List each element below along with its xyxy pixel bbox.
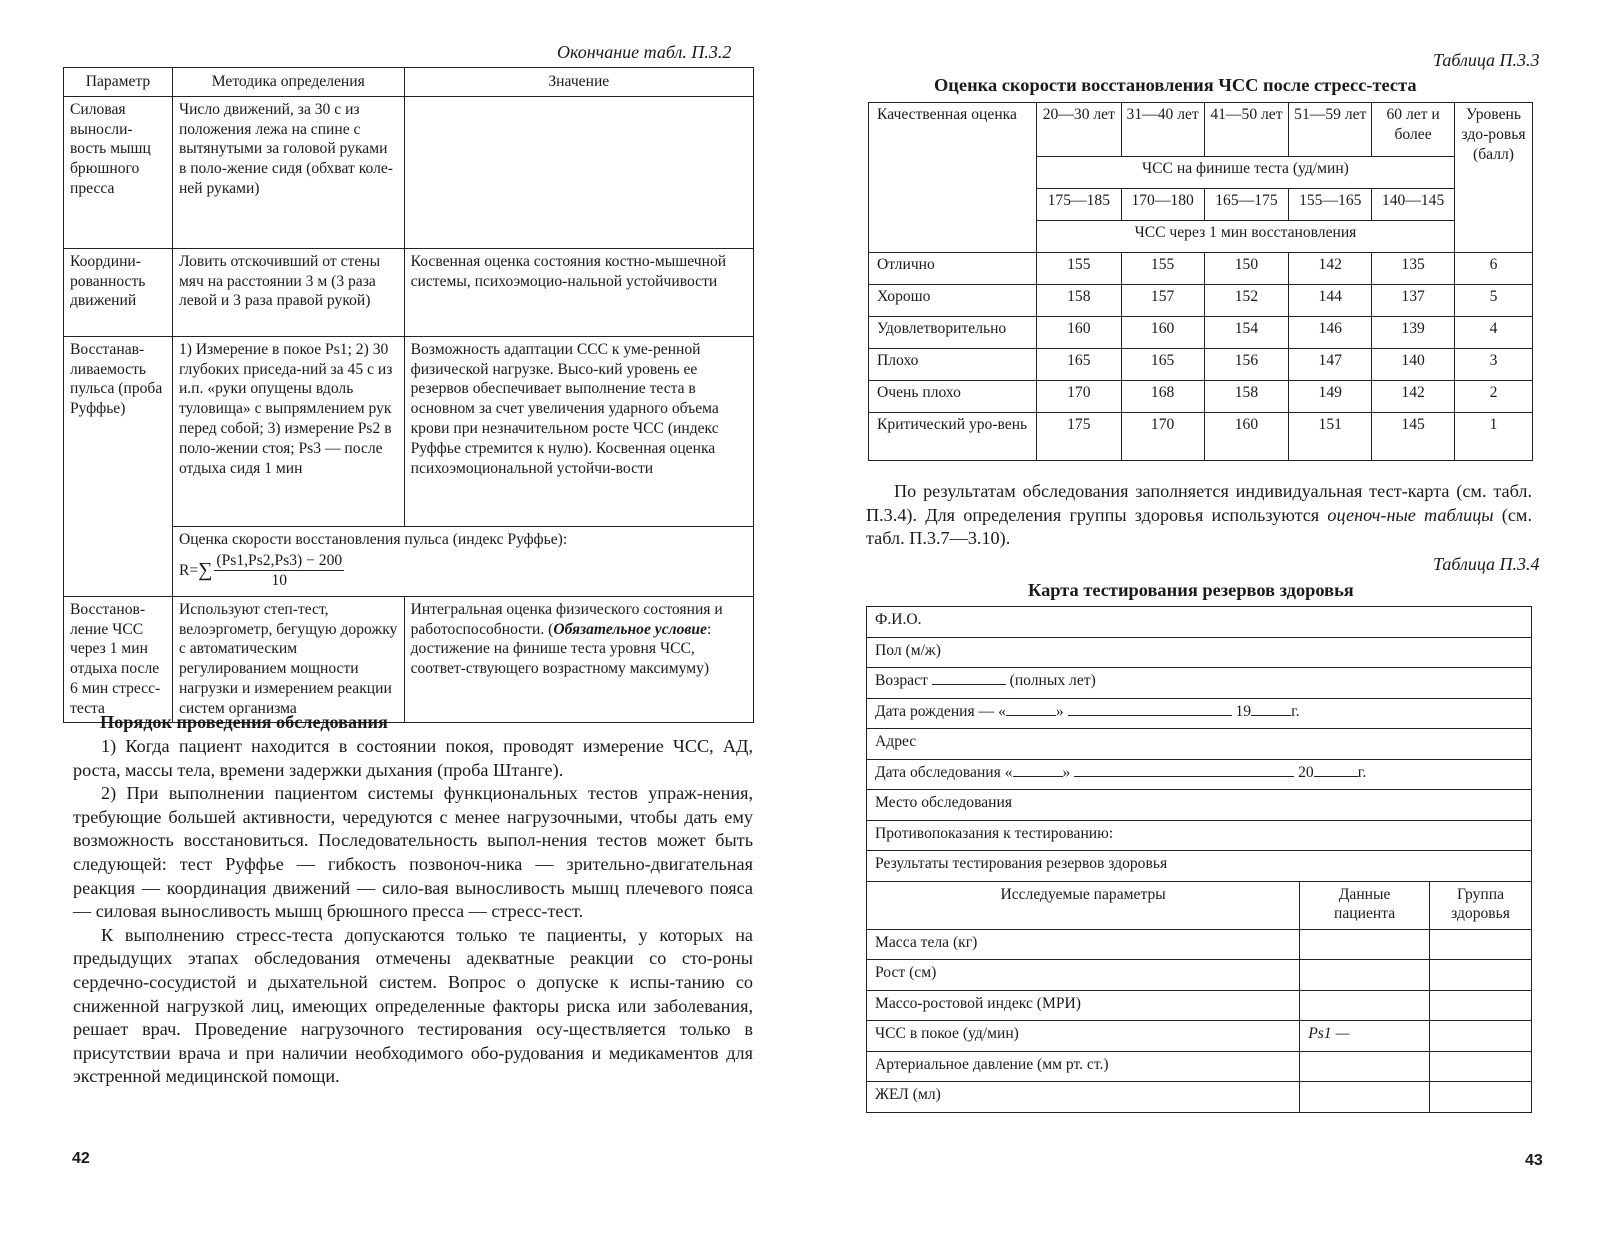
birth-century: 19 [1235, 702, 1252, 720]
results-heading: Результаты тестирования резервов здоровья [867, 851, 1532, 882]
age-header: 41—50 лет [1204, 103, 1289, 157]
finish-value: 155—165 [1289, 189, 1372, 221]
formula-numerator: (Ps1,Ps2,Ps3) − 200 [216, 551, 343, 569]
param-data [1300, 1082, 1430, 1113]
hr-cell: 152 [1204, 285, 1289, 317]
birth-date-field [867, 698, 1532, 729]
param-data [1300, 990, 1430, 1021]
hr-cell: 165 [1036, 349, 1121, 381]
score-cell: 3 [1455, 349, 1533, 381]
hr-cell: 140 [1372, 349, 1455, 381]
birth-label: Дата рождения — « [875, 702, 1006, 720]
param-label: ЧСС в покое (уд/мин) [867, 1021, 1300, 1052]
param-group [1430, 1051, 1532, 1082]
rating-label: Плохо [869, 349, 1037, 381]
paragraph: 1) Когда пациент находится в состоянии покоя, проводят измерение ЧСС, АД, роста, массы тела, времени задержки дыхания (проба Штанге). [73, 736, 753, 780]
page-number: 43 [1525, 1152, 1543, 1169]
method-cell: Число движений, за 30 с из положения лежа на спине с вытянутыми за головой руками в поло-жение сидя (обхват коле-ней руками) [172, 96, 404, 248]
card-row [867, 820, 1532, 851]
header-value: Значение [404, 68, 753, 97]
parameters-table [63, 67, 754, 723]
value-text-a: Интегральная оценка физического состояния и работоспособности. ( [410, 600, 723, 638]
birth-month-blank [1068, 703, 1232, 716]
hr-cell: 175 [1036, 413, 1121, 461]
table-title: Оценка скорости восстановления ЧСС после стресс-теста [934, 75, 1417, 95]
birth-year-blank [1251, 703, 1291, 716]
param-data [1300, 929, 1430, 960]
recovery-label: ЧСС через 1 мин восстановления [1036, 221, 1454, 253]
formula-lhs: R= [178, 562, 199, 580]
address-field: Адрес [867, 729, 1532, 760]
param-data [1300, 1051, 1430, 1082]
exam-quote: » [1062, 763, 1071, 781]
exam-year-blank [1314, 764, 1358, 777]
level-header: Уровень здо-ровья (балл) [1455, 103, 1533, 253]
table-row [64, 96, 754, 248]
param-cell: Восстанав-ливаемость пульса (проба Руффье) [64, 336, 173, 596]
value-cell: Возможность адаптации ССС к уме-ренной физической нагрузке. Высо-кий уровень ее резервов обеспечивает выполнение теста в основном за счет увеличения ударного объема крови при незначительном росте ЧСС (индекс Руффье стремится к нулю). Косвенная оценка психоэмоциональной устойчи-вости [404, 336, 753, 526]
param-label: ЖЕЛ (мл) [867, 1082, 1300, 1113]
score-cell: 5 [1455, 285, 1533, 317]
table-row [64, 596, 754, 722]
table-row [867, 990, 1532, 1021]
hr-cell: 146 [1289, 317, 1372, 349]
params-header-row [867, 881, 1532, 929]
value-text-b: : достижение на финише теста уровня ЧСС, соответ-ствующего возрастному максимуму) [410, 620, 712, 678]
hr-cell: 170 [1121, 413, 1204, 461]
para-text-b: (см. табл. П.3.7—3.10). [866, 504, 1532, 549]
finish-value: 175—185 [1036, 189, 1121, 221]
birth-year-suffix: г. [1291, 702, 1300, 720]
age-header-row [869, 103, 1533, 157]
table-row [869, 413, 1533, 461]
fio-field: Ф.И.О. [867, 607, 1532, 638]
param-label: Артериальное давление (мм рт. ст.) [867, 1051, 1300, 1082]
finish-value: 165—175 [1204, 189, 1289, 221]
body-text [73, 735, 753, 1089]
table-row [869, 349, 1533, 381]
score-cell: 1 [1455, 413, 1533, 461]
exam-month-blank [1074, 764, 1294, 777]
hr-recovery-table [868, 102, 1533, 461]
table-row [867, 929, 1532, 960]
table-row [867, 1021, 1532, 1052]
rating-label: Хорошо [869, 285, 1037, 317]
health-card-table [866, 606, 1532, 1113]
param-group [1430, 990, 1532, 1021]
paragraph: К выполнению стресс-теста допускаются только те пациенты, у которых на предыдущих этапах обследования отмечены адекватные реакции со сто-роны сердечно-сосудистой и дыхательной систем. Вопрос о допуске к испы-танию со сниженной нагрузкой лиц, имеющих определенные факторы риска или заболевания, решает врач. Проведение нагрузочного тестирования осу-ществляется только в присутствии врача и при наличии необходимого обо-рудования и медикаментов для экстренной медицинской помощи. [73, 924, 753, 1087]
exam-year-suffix: г. [1357, 763, 1367, 781]
hr-cell: 155 [1121, 253, 1204, 285]
age-label: Возраст [875, 672, 928, 689]
method-cell: 1) Измерение в покое Ps1; 2) 30 глубоких приседа-ний за 45 с из и.п. «руки опущены вдоль туловища» с выпрямлением рук перед собой; 3) измерение Ps2 в поло-жении стоя; Ps3 — после отдыха сидя 1 мин [172, 336, 404, 526]
card-row [867, 698, 1532, 729]
finish-value: 140—145 [1372, 189, 1455, 221]
paragraph [866, 480, 1532, 551]
exam-date-field [867, 759, 1532, 790]
hr-cell: 151 [1289, 413, 1372, 461]
score-cell: 6 [1455, 253, 1533, 285]
card-row [867, 668, 1532, 699]
param-data: Ps1 — [1300, 1021, 1430, 1052]
exam-century: 20 [1298, 763, 1314, 781]
col-group-header: Группа здоровья [1430, 881, 1532, 929]
col-params-header: Исследуемые параметры [867, 881, 1300, 929]
rating-label: Удовлетворительно [869, 317, 1037, 349]
ruffier-label: Оценка скорости восстановления пульса (индекс Руффье): [178, 530, 568, 548]
hr-cell: 160 [1036, 317, 1121, 349]
hr-cell: 144 [1289, 285, 1372, 317]
param-cell: Координи-рованность движений [64, 248, 173, 336]
hr-cell: 156 [1204, 349, 1289, 381]
card-row [867, 790, 1532, 821]
header-parameter: Параметр [64, 68, 173, 97]
age-header: 60 лет и более [1372, 103, 1455, 157]
birth-quote: » [1055, 702, 1064, 720]
value-cell [404, 96, 753, 248]
table-caption: Таблица П.3.3 [1433, 50, 1540, 70]
col-data-header: Данные пациента [1300, 881, 1430, 929]
hr-cell: 154 [1204, 317, 1289, 349]
para-text-a: По результатам обследования заполняется индивидуальная тест-карта (см. табл. П.3.4). Для определения группы здоровья используются [866, 481, 1532, 525]
card-row [867, 851, 1532, 882]
table-row [869, 381, 1533, 413]
finish-label: ЧСС на финише теста (уд/мин) [1036, 157, 1454, 189]
table-row [867, 1051, 1532, 1082]
hr-cell: 158 [1036, 285, 1121, 317]
table-row [869, 317, 1533, 349]
table-row [64, 336, 754, 526]
place-field: Место обследования [867, 790, 1532, 821]
body-text [866, 480, 1532, 551]
param-data [1300, 960, 1430, 991]
hr-cell: 142 [1289, 253, 1372, 285]
hr-cell: 160 [1204, 413, 1289, 461]
hr-cell: 137 [1372, 285, 1455, 317]
age-blank [932, 672, 1006, 685]
section-heading: Порядок проведения обследования [100, 712, 388, 732]
age-field [867, 668, 1532, 699]
hr-cell: 149 [1289, 381, 1372, 413]
param-group [1430, 1021, 1532, 1052]
ruffier-formula [179, 552, 747, 591]
hr-cell: 170 [1036, 381, 1121, 413]
para-emphasis: оценоч-ные таблицы [1327, 504, 1494, 525]
hr-cell: 158 [1204, 381, 1289, 413]
rating-label: Отлично [869, 253, 1037, 285]
param-label: Масса тела (кг) [867, 929, 1300, 960]
value-cell [404, 596, 753, 722]
value-emphasis: Обязательное условие [553, 620, 707, 638]
formula-fraction [214, 552, 344, 591]
param-cell: Восстанов-ление ЧСС через 1 мин отдыха после 6 мин стресс-теста [64, 596, 173, 722]
age-suffix: (полных лет) [1009, 672, 1096, 689]
rating-label: Очень плохо [869, 381, 1037, 413]
hr-cell: 139 [1372, 317, 1455, 349]
card-row [867, 637, 1532, 668]
age-header: 51—59 лет [1289, 103, 1372, 157]
score-cell: 4 [1455, 317, 1533, 349]
hr-cell: 155 [1036, 253, 1121, 285]
card-row [867, 759, 1532, 790]
param-group [1430, 960, 1532, 991]
method-cell: Ловить отскочивший от стены мяч на расстоянии 3 м (3 раза левой и 3 раза правой рукой) [172, 248, 404, 336]
param-group [1430, 929, 1532, 960]
page-number: 42 [72, 1150, 90, 1167]
card-row [867, 729, 1532, 760]
param-cell: Силовая выносли-вость мышц брюшного пресса [64, 96, 173, 248]
sex-field: Пол (м/ж) [867, 637, 1532, 668]
corner-cell: Качественная оценка [869, 103, 1037, 253]
table-title: Карта тестирования резервов здоровья [1028, 580, 1354, 600]
contraindications-field: Противопоказания к тестированию: [867, 820, 1532, 851]
hr-cell: 145 [1372, 413, 1455, 461]
table-row [867, 1082, 1532, 1113]
hr-cell: 147 [1289, 349, 1372, 381]
finish-value: 170—180 [1121, 189, 1204, 221]
age-header: 31—40 лет [1121, 103, 1204, 157]
hr-cell: 135 [1372, 253, 1455, 285]
score-cell: 2 [1455, 381, 1533, 413]
table-row [64, 248, 754, 336]
param-group [1430, 1082, 1532, 1113]
hr-cell: 157 [1121, 285, 1204, 317]
rating-label: Критический уро-вень [869, 413, 1037, 461]
formula-denominator: 10 [271, 571, 288, 589]
table-header-row [64, 68, 754, 97]
hr-cell: 168 [1121, 381, 1204, 413]
paragraph: 2) При выполнении пациентом системы функциональных тестов упраж-нения, требующие большей активности, чередуются с менее нагрузочными, чтобы дать ему возможность восстановиться. Последовательность выпол-нения тестов может быть следующей: тест Руффье — гибкость позвоноч-ника — зрительно-двигательная реакция — координация движений — сило-вая выносливость мышц плечевого пояса — силовая выносливость мышц брюшного пресса — стресс-тест. [73, 783, 753, 922]
sum-symbol: ∑ [198, 559, 213, 582]
exam-label: Дата обследования « [875, 763, 1013, 781]
value-cell: Косвенная оценка состояния костно-мышечной системы, психоэмоцио-нальной устойчивости [404, 248, 753, 336]
birth-day-blank [1006, 703, 1056, 716]
table-row [869, 285, 1533, 317]
exam-day-blank [1013, 764, 1063, 777]
hr-cell: 160 [1121, 317, 1204, 349]
table-caption: Таблица П.3.4 [1433, 554, 1540, 574]
age-header: 20—30 лет [1036, 103, 1121, 157]
table-row [869, 253, 1533, 285]
table-row [867, 960, 1532, 991]
header-method: Методика определения [172, 68, 404, 97]
ruffier-formula-cell [172, 526, 753, 596]
card-row [867, 607, 1532, 638]
param-label: Рост (см) [867, 960, 1300, 991]
hr-cell: 142 [1372, 381, 1455, 413]
param-label: Массо-ростовой индекс (МРИ) [867, 990, 1300, 1021]
hr-cell: 150 [1204, 253, 1289, 285]
table-continuation-caption: Окончание табл. П.3.2 [557, 42, 732, 62]
method-cell: Используют степ-тест, велоэргометр, бегущую дорожку с автоматическим регулированием мощности нагрузки и измерением реакции систем организма [172, 596, 404, 722]
hr-cell: 165 [1121, 349, 1204, 381]
